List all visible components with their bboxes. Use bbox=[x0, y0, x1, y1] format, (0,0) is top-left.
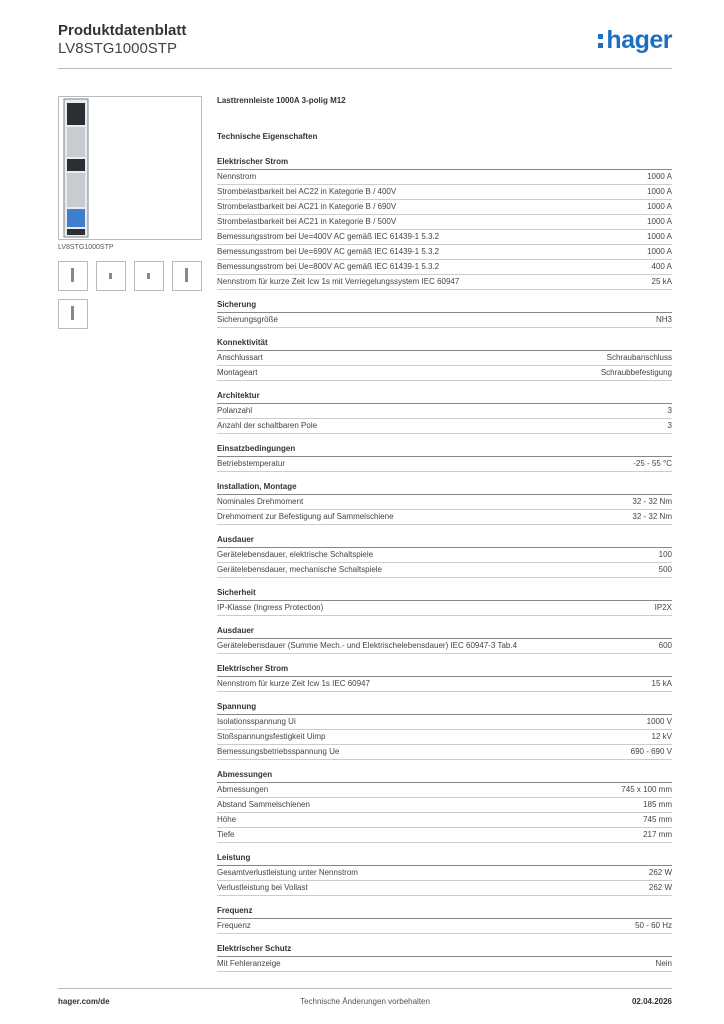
spec-label: Montageart bbox=[217, 368, 258, 377]
footer-website[interactable]: hager.com/de bbox=[58, 997, 110, 1006]
section-title: Sicherung bbox=[217, 299, 672, 313]
spec-row bbox=[217, 457, 672, 472]
spec-label: Nennstrom für kurze Zeit Icw 1s IEC 60947 bbox=[217, 679, 370, 688]
spec-value: Schraubanschluss bbox=[606, 353, 672, 362]
spec-value: 1000 A bbox=[647, 187, 672, 196]
spec-section bbox=[217, 534, 672, 578]
section-title: Konnektivität bbox=[217, 337, 672, 351]
section-title: Elektrischer Schutz bbox=[217, 943, 672, 957]
spec-label: IP-Klasse (Ingress Protection) bbox=[217, 603, 324, 612]
device-icon bbox=[185, 268, 188, 282]
spec-section bbox=[217, 156, 672, 290]
spec-label: Mit Fehleranzeige bbox=[217, 959, 281, 968]
spec-label: Isolationsspannung Ui bbox=[217, 717, 296, 726]
spec-section bbox=[217, 587, 672, 616]
spec-value: 1000 A bbox=[647, 202, 672, 211]
spec-label: Bemessungsstrom bei Ue=400V AC gemäß IEC 61439-1 5.3.2 bbox=[217, 232, 440, 241]
spec-value: 185 mm bbox=[643, 800, 672, 809]
thumbnail-5[interactable] bbox=[58, 299, 88, 329]
spec-sections bbox=[217, 156, 672, 972]
spec-row bbox=[217, 419, 672, 434]
product-images bbox=[58, 96, 202, 329]
spec-row bbox=[217, 200, 672, 215]
spec-section bbox=[217, 390, 672, 434]
spec-row bbox=[217, 745, 672, 760]
spec-label: Gerätelebensdauer, elektrische Schaltspiele bbox=[217, 550, 374, 559]
spec-section bbox=[217, 299, 672, 328]
spec-value: 1000 V bbox=[646, 717, 672, 726]
spec-section bbox=[217, 663, 672, 692]
spec-value: 217 mm bbox=[643, 830, 672, 839]
spec-label: Nennstrom bbox=[217, 172, 257, 181]
thumbnail-4[interactable] bbox=[172, 261, 202, 291]
section-title: Ausdauer bbox=[217, 534, 672, 548]
page-title: Produktdatenblatt bbox=[58, 22, 187, 39]
spec-row bbox=[217, 919, 672, 934]
product-title: Lasttrennleiste 1000A 3-polig M12 bbox=[217, 96, 346, 105]
thumbnail-2[interactable] bbox=[96, 261, 126, 291]
spec-row bbox=[217, 957, 672, 972]
spec-value: 1000 A bbox=[647, 172, 672, 181]
logo-text: hager bbox=[606, 26, 672, 54]
device-icon bbox=[71, 306, 74, 320]
spec-value: -25 - 55 °C bbox=[633, 459, 672, 468]
spec-value: 1000 A bbox=[647, 247, 672, 256]
spec-row bbox=[217, 866, 672, 881]
spec-label: Gesamtverlustleistung unter Nennstrom bbox=[217, 868, 358, 877]
spec-section bbox=[217, 701, 672, 760]
spec-label: Anzahl der schaltbaren Pole bbox=[217, 421, 318, 430]
spec-row bbox=[217, 881, 672, 896]
spec-value: 32 - 32 Nm bbox=[632, 497, 672, 506]
spec-row bbox=[217, 813, 672, 828]
spec-label: Gerätelebensdauer (Summe Mech.- und Elektrischelebensdauer) IEC 60947-3 Tab.4 bbox=[217, 641, 518, 650]
spec-row bbox=[217, 563, 672, 578]
spec-row bbox=[217, 404, 672, 419]
spec-section bbox=[217, 481, 672, 525]
spec-section bbox=[217, 337, 672, 381]
spec-row bbox=[217, 245, 672, 260]
spec-label: Nennstrom für kurze Zeit Icw 1s mit Verriegelungssystem IEC 60947 bbox=[217, 277, 460, 286]
spec-value: 15 kA bbox=[651, 679, 672, 688]
section-title: Installation, Montage bbox=[217, 481, 672, 495]
spec-row bbox=[217, 548, 672, 563]
device-icon bbox=[109, 273, 112, 279]
section-title: Sicherheit bbox=[217, 587, 672, 601]
spec-value: 1000 A bbox=[647, 232, 672, 241]
spec-section bbox=[217, 852, 672, 896]
thumbnail-3[interactable] bbox=[134, 261, 164, 291]
spec-row bbox=[217, 828, 672, 843]
spec-value: 262 W bbox=[648, 868, 672, 877]
spec-row bbox=[217, 510, 672, 525]
spec-row bbox=[217, 366, 672, 381]
spec-label: Bemessungsbetriebsspannung Ue bbox=[217, 747, 340, 756]
spec-value: NH3 bbox=[655, 315, 672, 324]
device-icon bbox=[71, 268, 74, 282]
spec-value: 12 kV bbox=[651, 732, 672, 741]
section-title: Ausdauer bbox=[217, 625, 672, 639]
spec-label: Abmessungen bbox=[217, 785, 269, 794]
section-title: Elektrischer Strom bbox=[217, 156, 672, 170]
specifications bbox=[217, 96, 672, 981]
spec-row bbox=[217, 215, 672, 230]
section-title: Frequenz bbox=[217, 905, 672, 919]
spec-value: 262 W bbox=[648, 883, 672, 892]
section-title: Spannung bbox=[217, 701, 672, 715]
section-title: Abmessungen bbox=[217, 769, 672, 783]
spec-value: 32 - 32 Nm bbox=[632, 512, 672, 521]
spec-label: Bemessungsstrom bei Ue=690V AC gemäß IEC 61439-1 5.3.2 bbox=[217, 247, 440, 256]
spec-value: IP2X bbox=[654, 603, 672, 612]
spec-row bbox=[217, 185, 672, 200]
spec-label: Strombelastbarkeit bei AC21 in Kategorie B / 500V bbox=[217, 217, 397, 226]
spec-value: 100 bbox=[658, 550, 672, 559]
section-title: Elektrischer Strom bbox=[217, 663, 672, 677]
thumbnail-1[interactable] bbox=[58, 261, 88, 291]
spec-section bbox=[217, 443, 672, 472]
spec-label: Höhe bbox=[217, 815, 237, 824]
characteristics-title: Technische Eigenschaften bbox=[217, 132, 318, 141]
spec-section bbox=[217, 769, 672, 843]
device-icon bbox=[147, 273, 150, 279]
spec-value: Schraubbefestigung bbox=[600, 368, 672, 377]
spec-row bbox=[217, 260, 672, 275]
document-header bbox=[58, 22, 186, 58]
spec-label: Gerätelebensdauer, mechanische Schaltspiele bbox=[217, 565, 382, 574]
switch-disconnector-icon bbox=[59, 97, 201, 239]
header-divider bbox=[58, 68, 672, 69]
spec-value: 600 bbox=[658, 641, 672, 650]
spec-label: Stoßspannungsfestigkeit Uimp bbox=[217, 732, 326, 741]
image-caption: LV8STG1000STP bbox=[58, 244, 114, 251]
spec-value: 1000 A bbox=[647, 217, 672, 226]
spec-label: Verlustleistung bei Vollast bbox=[217, 883, 308, 892]
spec-value: 25 kA bbox=[651, 277, 672, 286]
spec-label: Tiefe bbox=[217, 830, 235, 839]
spec-row bbox=[217, 230, 672, 245]
logo-colon-icon bbox=[598, 30, 604, 48]
product-image[interactable] bbox=[58, 96, 202, 240]
section-title: Einsatzbedingungen bbox=[217, 443, 672, 457]
footer-disclaimer: Technische Änderungen vorbehalten bbox=[300, 997, 430, 1006]
spec-row bbox=[217, 639, 672, 654]
spec-value: 745 mm bbox=[643, 815, 672, 824]
section-title: Leistung bbox=[217, 852, 672, 866]
spec-row bbox=[217, 715, 672, 730]
spec-value: 50 - 60 Hz bbox=[635, 921, 672, 930]
spec-row bbox=[217, 783, 672, 798]
spec-section bbox=[217, 905, 672, 934]
spec-row bbox=[217, 351, 672, 366]
spec-section bbox=[217, 943, 672, 972]
spec-row bbox=[217, 495, 672, 510]
spec-value: 745 x 100 mm bbox=[621, 785, 672, 794]
footer-date: 02.04.2026 bbox=[631, 997, 672, 1006]
spec-label: Strombelastbarkeit bei AC21 in Kategorie B / 690V bbox=[217, 202, 397, 211]
thumbnail-list bbox=[58, 261, 208, 329]
spec-value: 400 A bbox=[651, 262, 672, 271]
spec-label: Bemessungsstrom bei Ue=800V AC gemäß IEC 61439-1 5.3.2 bbox=[217, 262, 440, 271]
footer bbox=[58, 997, 672, 1009]
spec-label: Sicherungsgröße bbox=[217, 315, 278, 324]
spec-value: 690 - 690 V bbox=[630, 747, 672, 756]
spec-row bbox=[217, 313, 672, 328]
spec-row bbox=[217, 677, 672, 692]
spec-row bbox=[217, 730, 672, 745]
footer-divider bbox=[58, 988, 672, 989]
spec-value: Nein bbox=[655, 959, 672, 968]
spec-row bbox=[217, 275, 672, 290]
spec-row bbox=[217, 601, 672, 616]
hager-logo bbox=[598, 26, 672, 55]
section-title: Architektur bbox=[217, 390, 672, 404]
spec-label: Betriebstemperatur bbox=[217, 459, 286, 468]
spec-label: Nominales Drehmoment bbox=[217, 497, 304, 506]
product-code: LV8STG1000STP bbox=[58, 40, 177, 57]
spec-label: Strombelastbarkeit bei AC22 in Kategorie B / 400V bbox=[217, 187, 397, 196]
spec-value: 500 bbox=[658, 565, 672, 574]
spec-label: Abstand Sammelschienen bbox=[217, 800, 310, 809]
spec-row bbox=[217, 170, 672, 185]
spec-row bbox=[217, 798, 672, 813]
spec-label: Frequenz bbox=[217, 921, 251, 930]
spec-value: 3 bbox=[667, 421, 672, 430]
spec-label: Drehmoment zur Befestigung auf Sammelschiene bbox=[217, 512, 394, 521]
spec-value: 3 bbox=[667, 406, 672, 415]
spec-label: Anschlussart bbox=[217, 353, 263, 362]
spec-section bbox=[217, 625, 672, 654]
spec-label: Polanzahl bbox=[217, 406, 253, 415]
